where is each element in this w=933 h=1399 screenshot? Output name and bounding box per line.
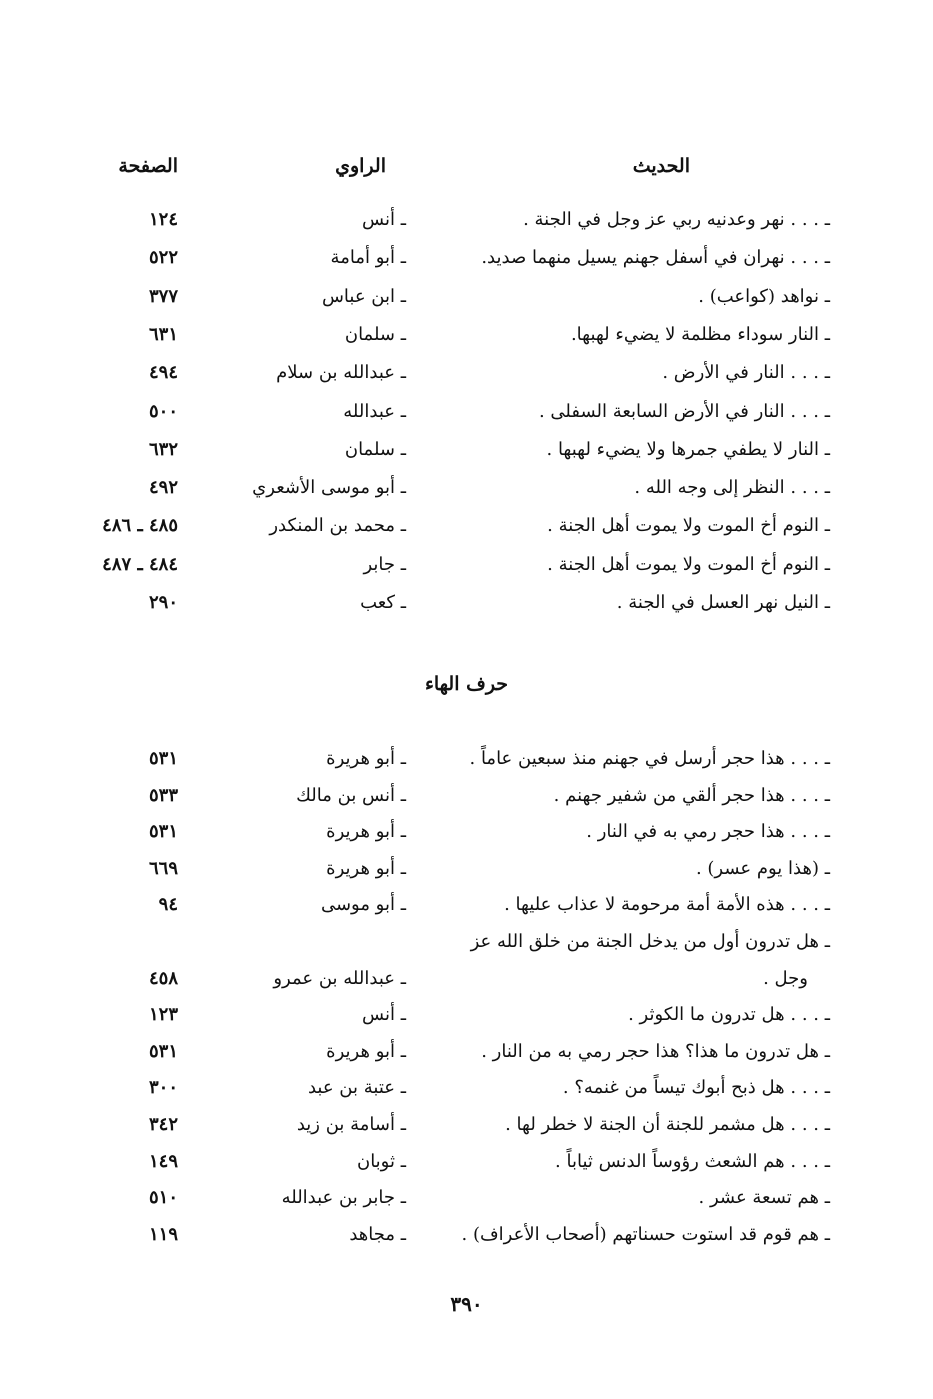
- list-item: [0, 508, 933, 544]
- header-page: الصفحة: [118, 155, 178, 177]
- page-ref: ٥٣١: [148, 748, 178, 769]
- hadith-text: ـ . . . هذا حجر ألقي من شفير جهنم .: [553, 784, 830, 806]
- list-item: [0, 1107, 933, 1143]
- list-item: [0, 432, 933, 468]
- page-ref: ٤٩٢: [148, 477, 178, 499]
- rawi-name: ـ مجاهد: [349, 1223, 406, 1245]
- list-item: [0, 394, 933, 430]
- rawi-name: ـ أبو هريرة: [326, 821, 406, 843]
- rawi-name: ـ أنس: [362, 1004, 406, 1026]
- table-header: [0, 155, 933, 189]
- page-ref: ٤٨٥ ـ ٤٨٦: [102, 515, 178, 537]
- page-number: ٣٩٠: [450, 1292, 483, 1316]
- rawi-name: ـ أنس: [362, 209, 406, 230]
- rawi-name: ـ أسامة بن زيد: [296, 1114, 406, 1135]
- hadith-text: ـ . . . نهران في أسفل جهنم يسيل منهما صديد.: [481, 247, 830, 269]
- page-ref: ١٤٩: [148, 1150, 178, 1172]
- list-item: [0, 279, 933, 315]
- hadith-text: ـ . . . النار في الأرض .: [662, 362, 830, 384]
- page-ref: ٥٣٣: [148, 784, 178, 806]
- rawi-name: ـ أبو هريرة: [326, 1040, 406, 1062]
- page-ref: ٣٤٢: [148, 1114, 178, 1135]
- hadith-text: ـ . . . هل تدرون ما الكوثر .: [628, 1004, 830, 1026]
- page-ref: ٤٩٤: [148, 362, 178, 384]
- hadith-text: ـ نواهد (كواعب) .: [698, 285, 830, 307]
- hadith-text: ـ . . . النظر إلى وجه الله .: [634, 477, 830, 499]
- hadith-text: ـ النار سوداء مظلمة لا يضيء لهبها.: [570, 323, 830, 345]
- list-item: [0, 317, 933, 353]
- list-item: [0, 778, 933, 814]
- list-item: [0, 547, 933, 583]
- page-ref: ٥١٠: [148, 1187, 178, 1209]
- rawi-name: ـ عبدالله بن عمرو: [273, 967, 406, 989]
- list-item: [0, 741, 933, 777]
- rawi-name: ـ جابر: [363, 553, 406, 575]
- hadith-text: ـ . . . هل ذبح أبوك تيساً من غنمه؟ .: [562, 1077, 830, 1099]
- page-ref: ٥٢٢: [148, 247, 178, 269]
- rawi-name: ـ عتبة بن عبد: [307, 1077, 406, 1099]
- page-ref: ١٢٤: [148, 209, 178, 230]
- hadith-text: ـ النيل نهر العسل في الجنة .: [616, 592, 830, 613]
- header-rawi: الراوي: [335, 155, 386, 177]
- rawi-name: ـ أبو موسى: [320, 894, 406, 916]
- page-ref: ٩٤: [158, 894, 178, 916]
- hadith-text: ـ . . . نهر وعدنيه ربي عز وجل في الجنة .: [523, 209, 830, 230]
- page-ref: ٥٣١: [148, 1040, 178, 1062]
- header-hadith: الحديث: [632, 155, 690, 177]
- hadith-text: وجل .: [763, 967, 808, 989]
- rawi-name: ـ عبدالله: [343, 400, 406, 422]
- list-item: [0, 585, 933, 621]
- hadith-text: ـ . . . النار في الأرض السابعة السفلى .: [538, 400, 830, 422]
- page-ref: ٦٣٢: [148, 438, 178, 460]
- list-item: [0, 1180, 933, 1216]
- rawi-name: ـ أبو هريرة: [326, 748, 406, 769]
- hadith-text: ـ هم تسعة عشر .: [698, 1187, 830, 1209]
- hadith-text: ـ هل تدرون ما هذا؟ هذا حجر رمي به من النار .: [481, 1040, 830, 1062]
- section-title: حرف الهاء: [424, 673, 509, 695]
- hadith-text: ـ النوم أخ الموت ولا يموت أهل الجنة .: [547, 515, 830, 537]
- page-ref: ٦٦٩: [148, 857, 178, 879]
- page-ref: ٢٩٠: [148, 592, 178, 613]
- page-ref: ٦٣١: [148, 323, 178, 345]
- list-item: [0, 470, 933, 506]
- rawi-name: ـ أبو أمامة: [330, 247, 406, 269]
- hadith-text: ـ . . . هذه الأمة أمة مرحومة لا عذاب عليها .: [504, 894, 830, 916]
- page-ref: ٤٥٨: [148, 967, 178, 989]
- list-item: [0, 1217, 933, 1253]
- list-item: [0, 355, 933, 391]
- page-ref: ١١٩: [148, 1223, 178, 1245]
- hadith-text: ـ النار لا يطفي جمرها ولا يضيء لهبها .: [546, 438, 830, 460]
- rawi-name: ـ كعب: [360, 592, 406, 613]
- rawi-name: ـ أبو هريرة: [326, 857, 406, 879]
- list-item: [0, 851, 933, 887]
- rawi-name: ـ ثوبان: [356, 1150, 406, 1172]
- rawi-name: ـ سلمان: [344, 323, 406, 345]
- hadith-text: ـ هم قوم قد استوت حسناتهم (أصحاب الأعراف) .: [461, 1223, 830, 1245]
- hadith-text: ـ هل تدرون أول من يدخل الجنة من خلق الله عز: [470, 931, 830, 952]
- rawi-name: ـ جابر بن عبدالله: [281, 1187, 406, 1209]
- hadith-text: ـ . . . هم الشعث رؤوساً الدنس ثياباً .: [555, 1150, 830, 1172]
- list-item: [0, 1034, 933, 1070]
- page-ref: ٤٨٤ ـ ٤٨٧: [102, 553, 178, 575]
- rawi-name: ـ ابن عباس: [321, 285, 406, 307]
- hadith-text: ـ (هذا يوم عسر) .: [695, 857, 830, 879]
- rawi-name: ـ أنس بن مالك: [296, 784, 406, 806]
- rawi-name: ـ أبو موسى الأشعري: [252, 477, 406, 499]
- rawi-name: ـ عبدالله بن سلام: [276, 362, 406, 384]
- hadith-text: ـ . . . هل مشمر للجنة أن الجنة لا خطر لها .: [505, 1114, 830, 1135]
- page-ref: ٥٣١: [148, 821, 178, 843]
- rawi-name: ـ سلمان: [344, 438, 406, 460]
- list-item: [0, 961, 933, 997]
- list-item: [0, 814, 933, 850]
- list-item: [0, 202, 933, 238]
- list-item: [0, 997, 933, 1033]
- hadith-text: ـ . . . هذا حجر أرسل في جهنم منذ سبعين عاماً .: [469, 748, 830, 769]
- page-ref: ٣٧٧: [148, 285, 178, 307]
- list-item: [0, 887, 933, 923]
- page-ref: ١٢٣: [148, 1004, 178, 1026]
- hadith-text: ـ . . . هذا حجر رمي به في النار .: [586, 821, 830, 843]
- list-item: [0, 1144, 933, 1180]
- page-ref: ٣٠٠: [148, 1077, 178, 1099]
- list-item: [0, 924, 933, 960]
- rawi-name: ـ محمد بن المنكدر: [269, 515, 406, 537]
- list-item: [0, 240, 933, 276]
- list-item: [0, 1070, 933, 1106]
- hadith-text: ـ النوم أخ الموت ولا يموت أهل الجنة .: [547, 553, 830, 575]
- page-ref: ٥٠٠: [148, 400, 178, 422]
